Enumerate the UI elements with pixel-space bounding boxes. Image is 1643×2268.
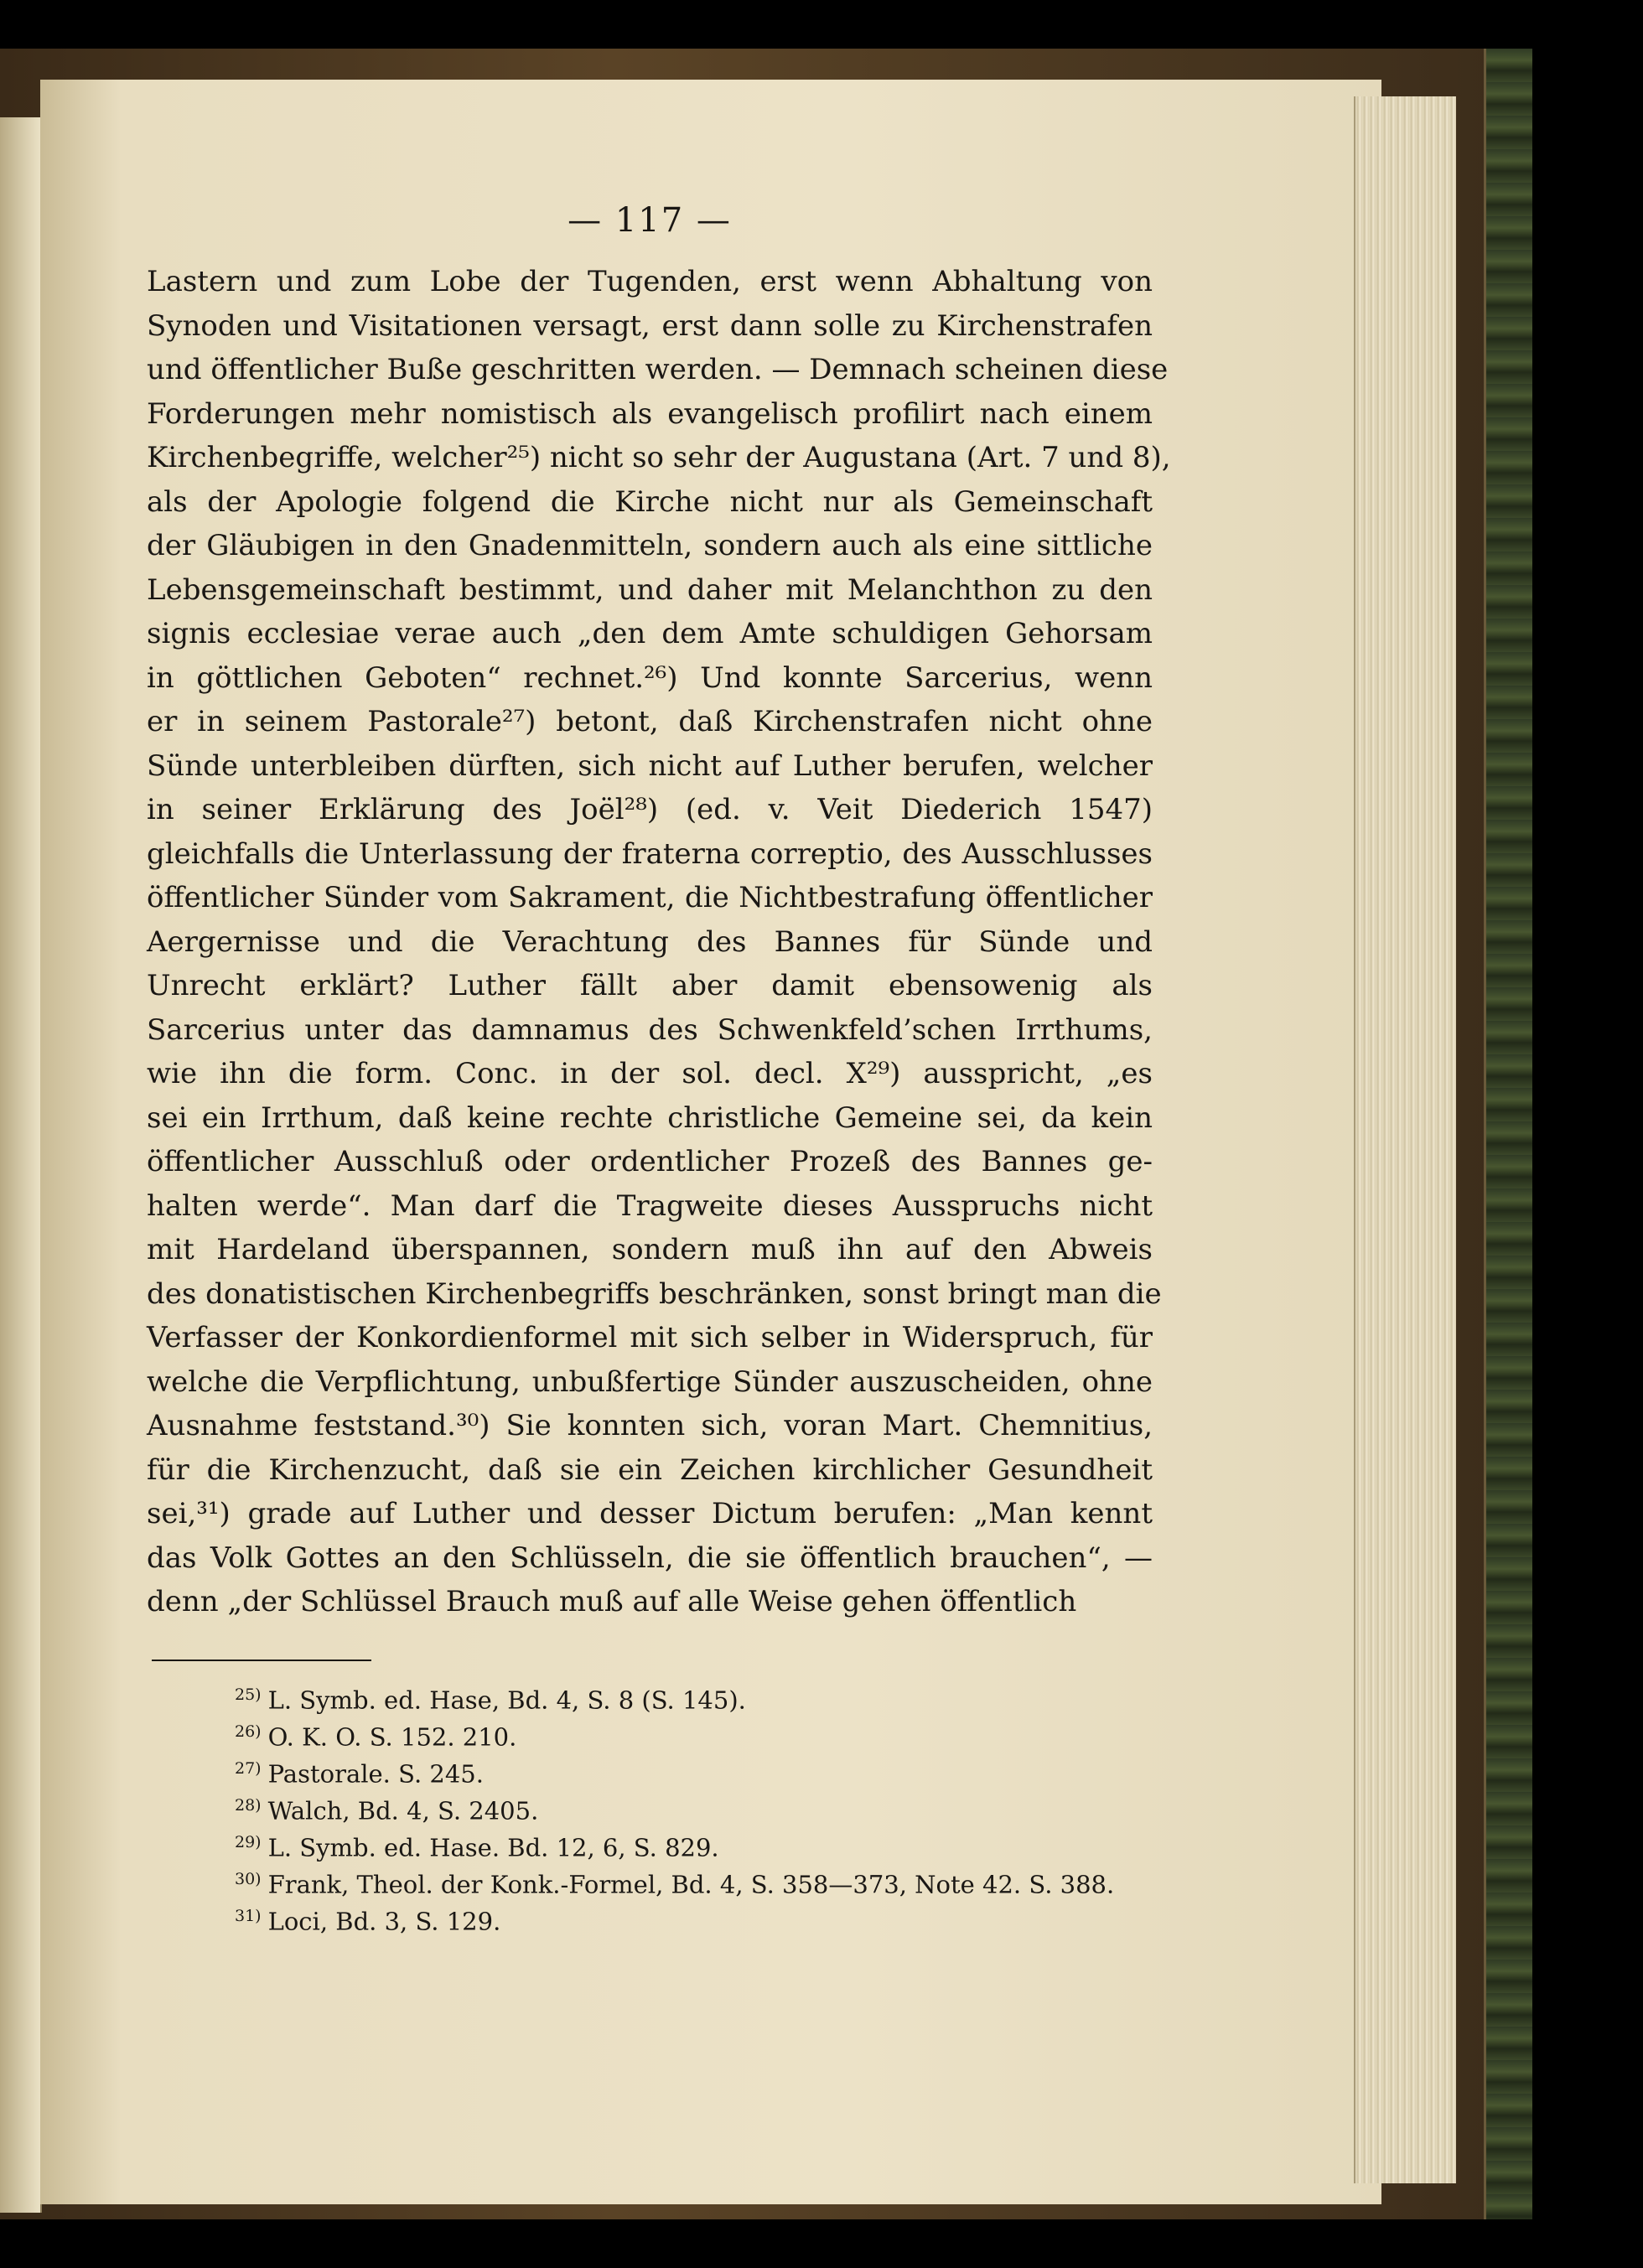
text-line: Aergernisse und die Verachtung des Bannes für Sünde und — [147, 924, 1153, 959]
footnote-text: Pastorale. S. 245. — [267, 1759, 484, 1789]
footnote — [147, 1753, 1153, 1790]
text-line: in seiner Erklärung des Joël²⁸) (ed. v. Veit Diederich 1547) — [147, 793, 1153, 826]
footnote — [147, 1864, 1153, 1901]
footnote — [147, 1680, 1153, 1717]
footnote-text: O. K. O. S. 152. 210. — [267, 1722, 517, 1752]
text-line: als der Apologie folgend die Kirche nicht nur als Gemeinschaft — [147, 484, 1153, 519]
footnote-divider — [152, 1660, 371, 1661]
text-line: Ausnahme feststand.³⁰) Sie konnten sich, voran Mart. Chemnitius, — [147, 1409, 1153, 1442]
footnote — [147, 1827, 1153, 1864]
text-line: Synoden und Visitationen versagt, erst dann solle zu Kirchenstrafen — [147, 308, 1153, 343]
text-line: Verfasser der Konkordienformel mit sich selber in Widerspruch, für — [147, 1321, 1153, 1354]
footnote — [147, 1717, 1153, 1753]
text-line: Lastern und zum Lobe der Tugenden, erst wenn Abhaltung von — [147, 265, 1153, 298]
text-line: Kirchenbegriffe, welcher²⁵) nicht so sehr der Augustana (Art. 7 und 8), — [147, 441, 1171, 474]
text-line: Lebensgemeinschaft bestimmt, und daher mit Melanchthon zu den — [147, 572, 1153, 607]
footnote-text: L. Symb. ed. Hase. Bd. 12, 6, S. 829. — [267, 1833, 719, 1862]
facing-page-edge — [0, 117, 42, 2213]
text-line: in göttlichen Geboten“ rechnet.²⁶) Und konnte Sarcerius, wenn — [147, 660, 1153, 695]
footnote — [147, 1901, 1153, 1938]
footnote-text: Walch, Bd. 4, S. 2405. — [267, 1796, 539, 1825]
book-binding-edge — [1484, 49, 1532, 2219]
text-line: öffentlicher Ausschluß oder ordentlicher Prozeß des Bannes ge- — [147, 1145, 1153, 1178]
text-line: denn „der Schlüssel Brauch muß auf alle Weise gehen öffentlich — [147, 1585, 1077, 1618]
footnotes — [147, 1680, 1153, 1939]
footnote-mark: 26) — [235, 1722, 262, 1741]
text-line: öffentlicher Sünder vom Sakrament, die Nichtbestrafung öffentlicher — [147, 881, 1153, 914]
text-line: welche die Verpflichtung, unbußfertige Sünder auszuscheiden, ohne — [147, 1364, 1153, 1399]
text-line: und öffentlicher Buße geschritten werden. — Demnach scheinen diese — [147, 353, 1169, 386]
text-line: Sünde unterbleiben dürften, sich nicht auf Luther berufen, welcher — [147, 748, 1153, 783]
footnote-mark: 28) — [235, 1795, 262, 1815]
text-line: der Gläubigen in den Gnadenmitteln, sondern auch als eine sittliche — [147, 529, 1153, 562]
footnote-mark: 31) — [235, 1907, 262, 1926]
footnote-mark: 29) — [235, 1833, 262, 1852]
text-line: Sarcerius unter das damnamus des Schwenkfeld’schen Irrthums, — [147, 1012, 1153, 1047]
text-line: mit Hardeland überspannen, sondern muß ihn auf den Abweis — [147, 1233, 1153, 1266]
text-line: gleichfalls die Unterlassung der fraterna correptio, des Ausschlusses — [147, 836, 1153, 871]
text-line: wie ihn die form. Conc. in der sol. decl. X²⁹) ausspricht, „es — [147, 1057, 1153, 1090]
footnote-text: Loci, Bd. 3, S. 129. — [267, 1908, 501, 1937]
footnote-text: Frank, Theol. der Konk.-Formel, Bd. 4, S. 358—373, Note 42. S. 388. — [267, 1870, 1115, 1899]
footnote-text: L. Symb. ed. Hase, Bd. 4, S. 8 (S. 145). — [267, 1685, 746, 1715]
text-line: Unrecht erklärt? Luther fällt aber damit ebensowenig als — [147, 969, 1153, 1002]
footnote — [147, 1790, 1153, 1827]
body-text — [147, 260, 1171, 1624]
page-content — [147, 201, 1171, 1939]
text-line: sei,³¹) grade auf Luther und desser Dictum berufen: „Man kennt — [147, 1497, 1153, 1530]
page-stack-edges — [1354, 96, 1456, 2183]
text-line: sei ein Irrthum, daß keine rechte christliche Gemeine sei, da kein — [147, 1100, 1153, 1135]
text-line: des donatistischen Kirchenbegriffs beschränken, sonst bringt man die — [147, 1276, 1162, 1311]
footnote-mark: 30) — [235, 1870, 262, 1889]
footnote-mark: 25) — [235, 1685, 262, 1704]
text-line: das Volk Gottes an den Schlüsseln, die sie öffentlich brauchen“, — — [147, 1540, 1153, 1575]
text-line: er in seinem Pastorale²⁷) betont, daß Kirchenstrafen nicht ohne — [147, 705, 1153, 738]
text-line: signis ecclesiae verae auch „den dem Amte schuldigen Gehorsam — [147, 617, 1153, 650]
text-line: für die Kirchenzucht, daß sie ein Zeichen kirchlicher Gesundheit — [147, 1452, 1153, 1487]
page-number: — 117 — — [568, 201, 732, 240]
text-line: halten werde“. Man darf die Tragweite dieses Ausspruchs nicht — [147, 1188, 1153, 1223]
text-line: Forderungen mehr nomistisch als evangelisch profilirt nach einem — [147, 396, 1153, 431]
footnote-mark: 27) — [235, 1758, 262, 1778]
